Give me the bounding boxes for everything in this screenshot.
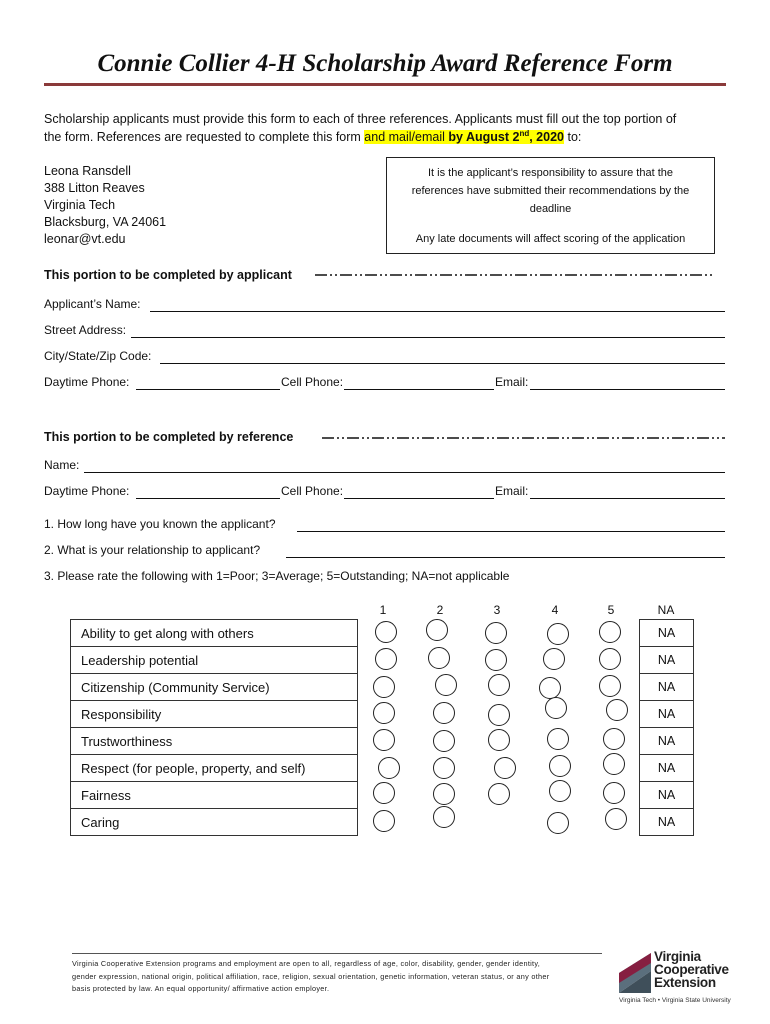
reference-cell-phone-label: Cell Phone: <box>281 484 344 498</box>
deadline-year: , 2020 <box>529 130 564 144</box>
notice-line-3: deadline <box>529 203 572 215</box>
deadline-notice-box <box>386 157 715 254</box>
footer-line-2: gender expression, national origin, political affiliation, race, religion, sexual orientation, genetic information, veteran status, or any other <box>72 971 550 981</box>
rating-radio[interactable] <box>433 757 455 779</box>
rating-radio[interactable] <box>603 728 625 750</box>
rating-radio[interactable] <box>433 783 455 805</box>
reference-daytime-phone-label: Daytime Phone: <box>44 484 130 498</box>
intro-paragraph <box>44 110 734 146</box>
intro-text: the form. References are requested to complete this form <box>44 130 365 144</box>
rating-na-option[interactable]: NA <box>640 809 694 836</box>
rating-radio[interactable] <box>426 619 448 641</box>
rating-label: Citizenship (Community Service) <box>71 674 358 701</box>
reference-email-label: Email: <box>495 484 529 498</box>
rating-label: Caring <box>71 809 358 836</box>
rating-na-option[interactable]: NA <box>640 647 694 674</box>
question-1-label: 1. How long have you known the applicant? <box>44 517 276 531</box>
title-divider <box>44 83 726 86</box>
rating-na-option[interactable]: NA <box>640 728 694 755</box>
rating-radio[interactable] <box>545 697 567 719</box>
rating-radio[interactable] <box>373 676 395 698</box>
reference-name-field[interactable] <box>84 472 725 473</box>
equal-opportunity-statement <box>72 958 607 996</box>
rating-radio[interactable] <box>488 704 510 726</box>
rating-radio[interactable] <box>375 648 397 670</box>
rating-radio[interactable] <box>494 757 516 779</box>
intro-end: to: <box>564 130 582 144</box>
deadline-text <box>448 130 564 144</box>
vce-logo-icon <box>619 953 651 993</box>
rating-radio[interactable] <box>547 728 569 750</box>
footer-divider <box>72 953 602 954</box>
rating-header-5: 5 <box>607 603 615 617</box>
rating-radio[interactable] <box>378 757 400 779</box>
notice-line-1: It is the applicant’s responsibility to assure that the <box>428 167 673 179</box>
rating-radio[interactable] <box>603 782 625 804</box>
address-org: Virginia Tech <box>44 198 116 212</box>
virginia-cooperative-extension-logo <box>619 950 739 1024</box>
applicant-name-field[interactable] <box>150 311 725 312</box>
question-1-answer-field[interactable] <box>297 531 725 532</box>
rating-radio[interactable] <box>433 806 455 828</box>
applicant-email-label: Email: <box>495 375 529 389</box>
rating-radio[interactable] <box>599 621 621 643</box>
rating-label: Leadership potential <box>71 647 358 674</box>
rating-radio[interactable] <box>485 649 507 671</box>
rating-radio[interactable] <box>543 648 565 670</box>
rating-radio[interactable] <box>488 729 510 751</box>
deadline-ordinal: nd <box>519 128 530 138</box>
rating-radio[interactable] <box>375 621 397 643</box>
reference-cell-phone-field[interactable] <box>344 498 494 499</box>
logo-subtitle: Virginia Tech • Virginia State University <box>619 997 731 1004</box>
reference-section-heading: This portion to be completed by reference <box>44 430 294 444</box>
city-state-zip-label: City/State/Zip Code: <box>44 349 152 363</box>
question-3-label: 3. Please rate the following with 1=Poor; 3=Average; 5=Outstanding; NA=not applicable <box>44 569 510 583</box>
reference-section-divider <box>322 437 725 439</box>
applicant-cell-phone-label: Cell Phone: <box>281 375 344 389</box>
rating-radio[interactable] <box>488 783 510 805</box>
rating-header-1: 1 <box>379 603 387 617</box>
rating-label: Ability to get along with others <box>71 620 358 647</box>
rating-radio[interactable] <box>606 699 628 721</box>
rating-radio[interactable] <box>435 674 457 696</box>
applicant-section-heading: This portion to be completed by applicant <box>44 268 292 282</box>
rating-radio[interactable] <box>549 755 571 777</box>
rating-radio[interactable] <box>373 702 395 724</box>
rating-header-4: 4 <box>551 603 559 617</box>
page-title: Connie Collier 4-H Scholarship Award Reference Form <box>97 50 673 77</box>
rating-radio[interactable] <box>549 780 571 802</box>
question-2-answer-field[interactable] <box>286 557 725 558</box>
notice-line-2: references have submitted their recommendations by the <box>411 185 690 197</box>
applicant-email-field[interactable] <box>530 389 725 390</box>
city-state-zip-field[interactable] <box>160 363 725 364</box>
address-city: Blacksburg, VA 24061 <box>44 215 167 229</box>
street-address-field[interactable] <box>131 337 725 338</box>
rating-radio[interactable] <box>485 622 507 644</box>
rating-radio[interactable] <box>547 623 569 645</box>
rating-radio[interactable] <box>603 753 625 775</box>
rating-na-option[interactable]: NA <box>640 620 694 647</box>
rating-radio[interactable] <box>599 648 621 670</box>
applicant-daytime-phone-field[interactable] <box>136 389 280 390</box>
question-2-label: 2. What is your relationship to applicant? <box>44 543 261 557</box>
address-email: leonar@vt.edu <box>44 232 126 246</box>
rating-radio[interactable] <box>599 675 621 697</box>
footer-line-3: basis protected by law. An equal opportunity/ affirmative action employer. <box>72 984 330 993</box>
logo-line-1: Virginia <box>654 949 701 964</box>
rating-na-option[interactable]: NA <box>640 674 694 701</box>
applicant-cell-phone-field[interactable] <box>344 389 494 390</box>
rating-na-option[interactable]: NA <box>640 701 694 728</box>
applicant-section-divider <box>315 274 715 276</box>
rating-radio[interactable] <box>433 730 455 752</box>
logo-wordmark <box>654 950 729 989</box>
rating-header-na: NA <box>657 603 675 617</box>
address-name: Leona Ransdell <box>44 164 131 178</box>
footer-line-1: Virginia Cooperative Extension programs and employment are open to all, regardless of age, color, disability, gender, gender identity, <box>72 959 541 968</box>
logo-line-2: Cooperative <box>654 962 729 977</box>
rating-radio[interactable] <box>373 810 395 832</box>
deadline-date: by August 2 <box>448 130 520 144</box>
address-street: 388 Litton Reaves <box>44 181 145 195</box>
intro-line-1: Scholarship applicants must provide this form to each of three references. Applicants must fill out the top portion of <box>44 112 677 126</box>
rating-na-option[interactable]: NA <box>640 755 694 782</box>
rating-label: Responsibility <box>71 701 358 728</box>
rating-radio[interactable] <box>433 702 455 724</box>
intro-line-2 <box>44 128 734 146</box>
street-address-label: Street Address: <box>44 323 127 337</box>
reference-daytime-phone-field[interactable] <box>136 498 280 499</box>
logo-line-3: Extension <box>654 975 716 990</box>
reference-email-field[interactable] <box>530 498 725 499</box>
notice-line-4: Any late documents will affect scoring of the application <box>415 233 686 245</box>
reference-name-label: Name: <box>44 458 80 472</box>
rating-na-option[interactable]: NA <box>640 782 694 809</box>
rating-radio[interactable] <box>488 674 510 696</box>
rating-label: Fairness <box>71 782 358 809</box>
rating-radio[interactable] <box>547 812 569 834</box>
mailing-address <box>44 163 166 248</box>
rating-radio[interactable] <box>373 729 395 751</box>
rating-radio[interactable] <box>605 808 627 830</box>
rating-radio[interactable] <box>428 647 450 669</box>
rating-label: Respect (for people, property, and self) <box>71 755 358 782</box>
applicant-daytime-phone-label: Daytime Phone: <box>44 375 130 389</box>
rating-header-2: 2 <box>436 603 444 617</box>
rating-label: Trustworthiness <box>71 728 358 755</box>
rating-header-3: 3 <box>493 603 501 617</box>
applicant-name-label: Applicant’s Name: <box>44 297 141 311</box>
rating-radio[interactable] <box>373 782 395 804</box>
intro-highlight: and mail/email <box>364 130 449 144</box>
rating-radio[interactable] <box>539 677 561 699</box>
